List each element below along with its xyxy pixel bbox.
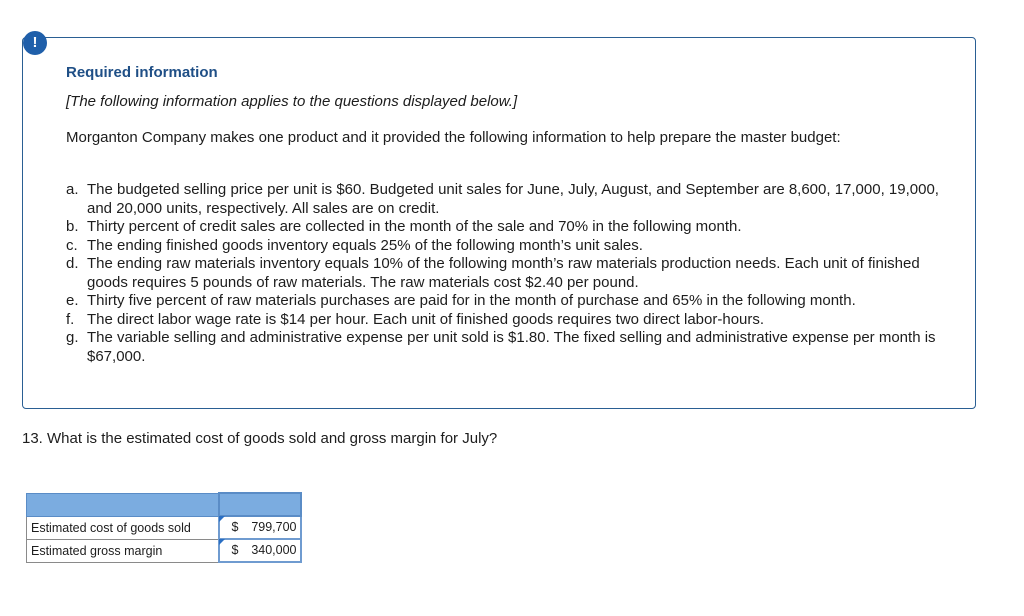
required-information-intro: Morganton Company makes one product and it provided the following information to help prepare the master budget:: [66, 129, 841, 146]
list-item-text: The direct labor wage rate is $14 per hour. Each unit of finished goods requires two direct labor-hours.: [87, 310, 765, 328]
cell-value: 340,000: [251, 543, 297, 557]
list-marker: b.: [66, 218, 79, 235]
list-item-text: The ending finished goods inventory equals 25% of the following month’s unit sales.: [87, 236, 643, 254]
list-item: [66, 218, 946, 237]
list-item-text: Thirty percent of credit sales are collected in the month of the sale and 70% in the following month.: [87, 218, 742, 235]
header-cell: [219, 493, 301, 516]
list-marker: e.: [66, 292, 79, 309]
list-item-text: The ending raw materials inventory equals 10% of the following month’s raw materials production needs. Each unit of finished goods requires 5 pounds of raw materials. The raw materials cost $2.40 per pound.: [87, 255, 920, 291]
list-item: [66, 292, 946, 311]
list-item: [66, 237, 946, 256]
required-information-panel: [22, 37, 976, 409]
list-item: [66, 181, 946, 218]
table-row: [27, 516, 301, 539]
table-header-row: [27, 493, 301, 516]
answer-marker-icon: [219, 516, 225, 522]
cost-of-goods-sold-input[interactable]: [219, 516, 301, 539]
exclamation-icon: !: [23, 31, 47, 55]
answer-marker-icon: [219, 539, 225, 545]
list-item-text: Thirty five percent of raw materials purchases are paid for in the month of purchase and 65% in the following month.: [87, 292, 856, 309]
list-item: [66, 255, 946, 292]
table-row: [27, 539, 301, 562]
required-information-title: Required information: [66, 64, 218, 81]
list-item: [66, 329, 946, 366]
list-marker: a.: [66, 181, 79, 198]
row-label: Estimated gross margin: [27, 539, 219, 562]
question-text: 13. What is the estimated cost of goods sold and gross margin for July?: [22, 430, 498, 447]
header-cell: [27, 493, 219, 516]
requirements-list: [66, 181, 946, 366]
gross-margin-input[interactable]: [219, 539, 301, 562]
row-label: Estimated cost of goods sold: [27, 516, 219, 539]
list-item-text: The variable selling and administrative expense per unit sold is $1.80. The fixed selling and administrative expense per month is $67,000.: [87, 329, 936, 365]
list-item: [66, 311, 946, 330]
list-marker: g.: [66, 329, 79, 346]
answer-table: [26, 492, 302, 563]
list-marker: d.: [66, 255, 79, 272]
list-marker: f.: [66, 310, 75, 328]
currency-symbol: $: [231, 543, 239, 557]
list-item-text: The budgeted selling price per unit is $60. Budgeted unit sales for June, July, August, and September are 8,600, 17,000, 19,000, and 20,000 units, respectively. All sales are on credit.: [87, 181, 939, 217]
required-information-subtitle: [The following information applies to the questions displayed below.]: [66, 93, 518, 110]
currency-symbol: $: [231, 520, 239, 534]
list-marker: c.: [66, 236, 78, 254]
cell-value: 799,700: [251, 520, 297, 534]
